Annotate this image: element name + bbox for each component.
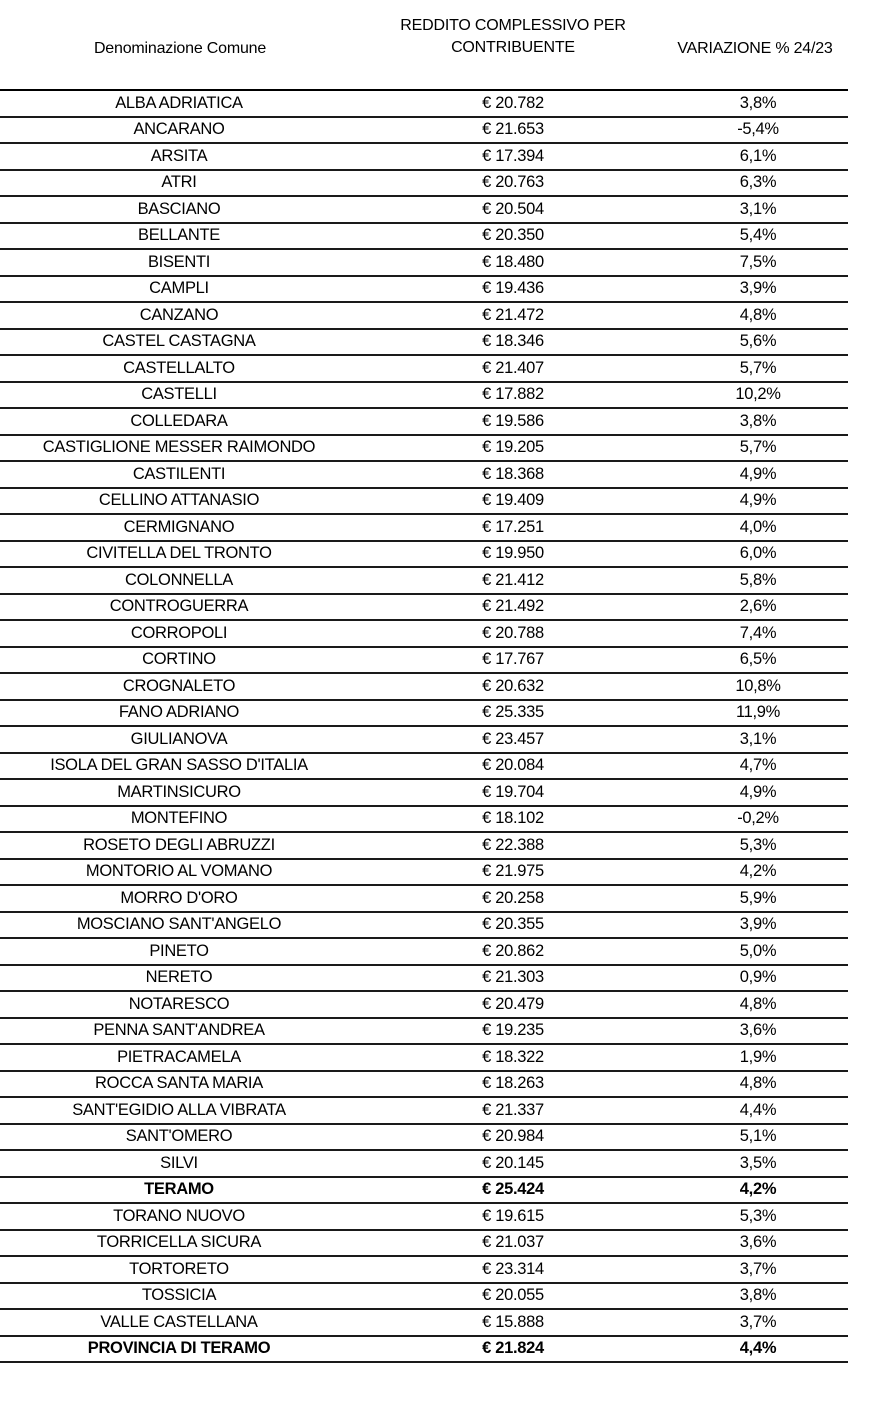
table-row (0, 436, 848, 463)
income-cell: € 21.337 (482, 1100, 544, 1119)
municipality-cell: COLONNELLA (125, 570, 233, 589)
income-cell: € 20.984 (482, 1127, 544, 1146)
municipality-cell: NOTARESCO (128, 994, 230, 1013)
variation-cell: -5,4% (737, 120, 779, 139)
variation-cell: 0,9% (739, 968, 777, 987)
table-row (0, 542, 848, 569)
variation-cell: 5,4% (739, 226, 777, 245)
municipality-cell: CASTELLI (141, 385, 217, 404)
table-row (0, 886, 848, 913)
income-cell: € 21.492 (482, 597, 544, 616)
municipality-cell: MARTINSICURO (117, 782, 241, 801)
table-row (0, 595, 848, 622)
income-cell: € 20.504 (482, 199, 544, 218)
income-cell: € 17.767 (482, 650, 544, 669)
variation-cell: 1,9% (739, 1047, 777, 1066)
variation-cell: 4,8% (739, 305, 777, 324)
income-cell: € 19.436 (482, 279, 544, 298)
table-row (0, 91, 848, 118)
table-row (0, 224, 848, 251)
variation-cell: 7,5% (739, 252, 777, 271)
variation-cell: 4,2% (739, 862, 777, 881)
variation-cell: 3,8% (739, 411, 777, 430)
header-income-line2: CONTRIBUENTE (451, 39, 575, 56)
variation-cell: 5,1% (739, 1127, 777, 1146)
income-cell: € 18.102 (482, 809, 544, 828)
municipality-cell: GIULIANOVA (130, 729, 228, 748)
municipality-cell: ROCCA SANTA MARIA (95, 1074, 263, 1093)
income-cell: € 19.409 (482, 491, 544, 510)
variation-cell: 6,5% (739, 650, 777, 669)
table-row (0, 118, 848, 145)
variation-cell: 4,8% (739, 1074, 777, 1093)
municipality-cell: ISOLA DEL GRAN SASSO D'ITALIA (50, 756, 308, 775)
income-table (0, 89, 848, 1363)
municipality-cell: ANCARANO (133, 120, 225, 139)
variation-cell: 7,4% (739, 623, 777, 642)
municipality-cell: COLLEDARA (130, 411, 228, 430)
income-cell: € 20.355 (482, 915, 544, 934)
header-variation: VARIAZIONE % 24/23 (677, 40, 833, 57)
income-cell: € 23.457 (482, 729, 544, 748)
table-row (0, 303, 848, 330)
income-cell: € 20.862 (482, 941, 544, 960)
income-cell: € 20.145 (482, 1153, 544, 1172)
income-cell: € 20.350 (482, 226, 544, 245)
municipality-cell: TORTORETO (129, 1259, 229, 1278)
table-row (0, 701, 848, 728)
municipality-cell: NERETO (145, 968, 213, 987)
variation-cell: 4,9% (739, 464, 777, 483)
table-row (0, 489, 848, 516)
variation-cell: 3,9% (739, 915, 777, 934)
municipality-cell: BASCIANO (137, 199, 221, 218)
table-row (0, 356, 848, 383)
income-cell: € 20.258 (482, 888, 544, 907)
income-cell: € 20.479 (482, 994, 544, 1013)
municipality-cell: MONTEFINO (130, 809, 228, 828)
municipality-cell: PINETO (149, 941, 209, 960)
table-row (0, 621, 848, 648)
table-row (0, 1019, 848, 1046)
table-row (0, 277, 848, 304)
income-cell: € 20.763 (482, 173, 544, 192)
municipality-cell: ATRI (161, 173, 197, 192)
income-cell: € 19.205 (482, 438, 544, 457)
municipality-cell: CIVITELLA DEL TRONTO (86, 544, 272, 563)
table-row (0, 1045, 848, 1072)
municipality-cell: CAMPLI (149, 279, 209, 298)
table-row (0, 1072, 848, 1099)
variation-cell: 5,9% (739, 888, 777, 907)
table-row (0, 171, 848, 198)
income-cell: € 19.704 (482, 782, 544, 801)
variation-cell: 5,7% (739, 358, 777, 377)
table-row (0, 330, 848, 357)
municipality-cell: PENNA SANT'ANDREA (93, 1021, 265, 1040)
municipality-cell: BELLANTE (138, 226, 220, 245)
variation-cell: 4,9% (739, 491, 777, 510)
income-cell: € 15.888 (482, 1312, 544, 1331)
variation-cell: 6,3% (739, 173, 777, 192)
table-row (0, 515, 848, 542)
municipality-cell: SILVI (160, 1153, 198, 1172)
table-header (0, 0, 848, 89)
table-row (0, 648, 848, 675)
table-row (0, 860, 848, 887)
municipality-cell: SANT'OMERO (125, 1127, 233, 1146)
table-row (0, 807, 848, 834)
municipality-cell: SANT'EGIDIO ALLA VIBRATA (72, 1100, 286, 1119)
variation-cell: 4,8% (739, 994, 777, 1013)
municipality-cell: MORRO D'ORO (120, 888, 238, 907)
income-cell: € 25.424 (482, 1180, 544, 1199)
table-row (0, 1231, 848, 1258)
income-cell: € 19.615 (482, 1206, 544, 1225)
variation-cell: 5,8% (739, 570, 777, 589)
variation-cell: 2,6% (739, 597, 777, 616)
income-cell: € 25.335 (482, 703, 544, 722)
table-row (0, 1151, 848, 1178)
municipality-cell: CERMIGNANO (123, 517, 235, 536)
variation-cell: 3,6% (739, 1021, 777, 1040)
municipality-cell: CORTINO (142, 650, 216, 669)
variation-cell: 4,4% (739, 1339, 777, 1358)
variation-cell: 3,6% (739, 1233, 777, 1252)
municipality-cell: CONTROGUERRA (109, 597, 249, 616)
income-cell: € 23.314 (482, 1259, 544, 1278)
table-row (0, 939, 848, 966)
table-row (0, 992, 848, 1019)
table-row (0, 144, 848, 171)
municipality-cell: CASTILENTI (132, 464, 226, 483)
municipality-cell: ALBA ADRIATICA (115, 93, 243, 112)
income-cell: € 21.824 (482, 1339, 544, 1358)
variation-cell: 5,7% (739, 438, 777, 457)
variation-cell: 6,0% (739, 544, 777, 563)
table-row (0, 833, 848, 860)
municipality-cell: TERAMO (144, 1180, 214, 1199)
municipality-cell: CASTEL CASTAGNA (102, 332, 256, 351)
table-row (0, 250, 848, 277)
variation-cell: 3,1% (739, 729, 777, 748)
table-row (0, 462, 848, 489)
variation-cell: 4,9% (739, 782, 777, 801)
income-cell: € 21.407 (482, 358, 544, 377)
table-row (0, 383, 848, 410)
variation-cell: 3,1% (739, 199, 777, 218)
table-row (0, 966, 848, 993)
table-row (0, 568, 848, 595)
municipality-cell: MOSCIANO SANT'ANGELO (76, 915, 282, 934)
municipality-cell: ARSITA (150, 146, 208, 165)
income-cell: € 21.653 (482, 120, 544, 139)
income-cell: € 18.263 (482, 1074, 544, 1093)
table-row (0, 1257, 848, 1284)
income-cell: € 20.782 (482, 93, 544, 112)
income-cell: € 20.632 (482, 676, 544, 695)
header-income (360, 15, 666, 59)
table-row (0, 409, 848, 436)
table-row-highlight (0, 1337, 848, 1364)
table-row (0, 754, 848, 781)
municipality-cell: CASTELLALTO (123, 358, 235, 377)
income-cell: € 17.882 (482, 385, 544, 404)
income-cell: € 20.788 (482, 623, 544, 642)
municipality-cell: CROGNALETO (122, 676, 236, 695)
municipality-cell: FANO ADRIANO (118, 703, 240, 722)
municipality-cell: PIETRACAMELA (117, 1047, 241, 1066)
variation-cell: 4,4% (739, 1100, 777, 1119)
municipality-cell: ROSETO DEGLI ABRUZZI (83, 835, 275, 854)
income-cell: € 17.394 (482, 146, 544, 165)
income-cell: € 21.412 (482, 570, 544, 589)
variation-cell: 5,3% (739, 835, 777, 854)
income-cell: € 18.480 (482, 252, 544, 271)
income-cell: € 22.388 (482, 835, 544, 854)
income-cell: € 20.084 (482, 756, 544, 775)
table-row-highlight (0, 1178, 848, 1205)
income-cell: € 17.251 (482, 517, 544, 536)
variation-cell: 3,5% (739, 1153, 777, 1172)
table-row (0, 1098, 848, 1125)
municipality-cell: CELLINO ATTANASIO (98, 491, 260, 510)
header-income-line1: REDDITO COMPLESSIVO PER (400, 17, 626, 34)
municipality-cell: TORRICELLA SICURA (96, 1233, 262, 1252)
municipality-cell: TORANO NUOVO (113, 1206, 245, 1225)
variation-cell: 3,9% (739, 279, 777, 298)
income-cell: € 18.368 (482, 464, 544, 483)
income-cell: € 19.235 (482, 1021, 544, 1040)
municipality-cell: VALLE CASTELLANA (100, 1312, 258, 1331)
variation-cell: 4,7% (739, 756, 777, 775)
header-municipality: Denominazione Comune (93, 40, 267, 57)
income-cell: € 18.346 (482, 332, 544, 351)
variation-cell: 3,7% (739, 1259, 777, 1278)
variation-cell: 11,9% (735, 703, 781, 722)
municipality-cell: TOSSICIA (141, 1286, 217, 1305)
table-row (0, 1125, 848, 1152)
table-row (0, 1204, 848, 1231)
variation-cell: 4,0% (739, 517, 777, 536)
variation-cell: 5,3% (739, 1206, 777, 1225)
variation-cell: 5,6% (739, 332, 777, 351)
income-cell: € 21.037 (482, 1233, 544, 1252)
income-cell: € 21.975 (482, 862, 544, 881)
table-row (0, 1310, 848, 1337)
variation-cell: 10,2% (735, 385, 781, 404)
variation-cell: -0,2% (737, 809, 779, 828)
income-cell: € 19.950 (482, 544, 544, 563)
table-row (0, 1284, 848, 1311)
table-row (0, 780, 848, 807)
table-row (0, 674, 848, 701)
municipality-cell: CORROPOLI (130, 623, 228, 642)
table-row (0, 913, 848, 940)
variation-cell: 10,8% (735, 676, 781, 695)
table-row (0, 727, 848, 754)
municipality-cell: CANZANO (139, 305, 219, 324)
variation-cell: 3,8% (739, 93, 777, 112)
income-cell: € 18.322 (482, 1047, 544, 1066)
variation-cell: 4,2% (739, 1180, 777, 1199)
income-cell: € 21.303 (482, 968, 544, 987)
income-cell: € 21.472 (482, 305, 544, 324)
variation-cell: 6,1% (739, 146, 777, 165)
income-cell: € 19.586 (482, 411, 544, 430)
variation-cell: 5,0% (739, 941, 777, 960)
municipality-cell: PROVINCIA DI TERAMO (87, 1339, 271, 1358)
municipality-cell: CASTIGLIONE MESSER RAIMONDO (42, 438, 316, 457)
table-row (0, 197, 848, 224)
municipality-cell: BISENTI (147, 252, 211, 271)
municipality-cell: MONTORIO AL VOMANO (85, 862, 273, 881)
income-cell: € 20.055 (482, 1286, 544, 1305)
variation-cell: 3,8% (739, 1286, 777, 1305)
variation-cell: 3,7% (739, 1312, 777, 1331)
